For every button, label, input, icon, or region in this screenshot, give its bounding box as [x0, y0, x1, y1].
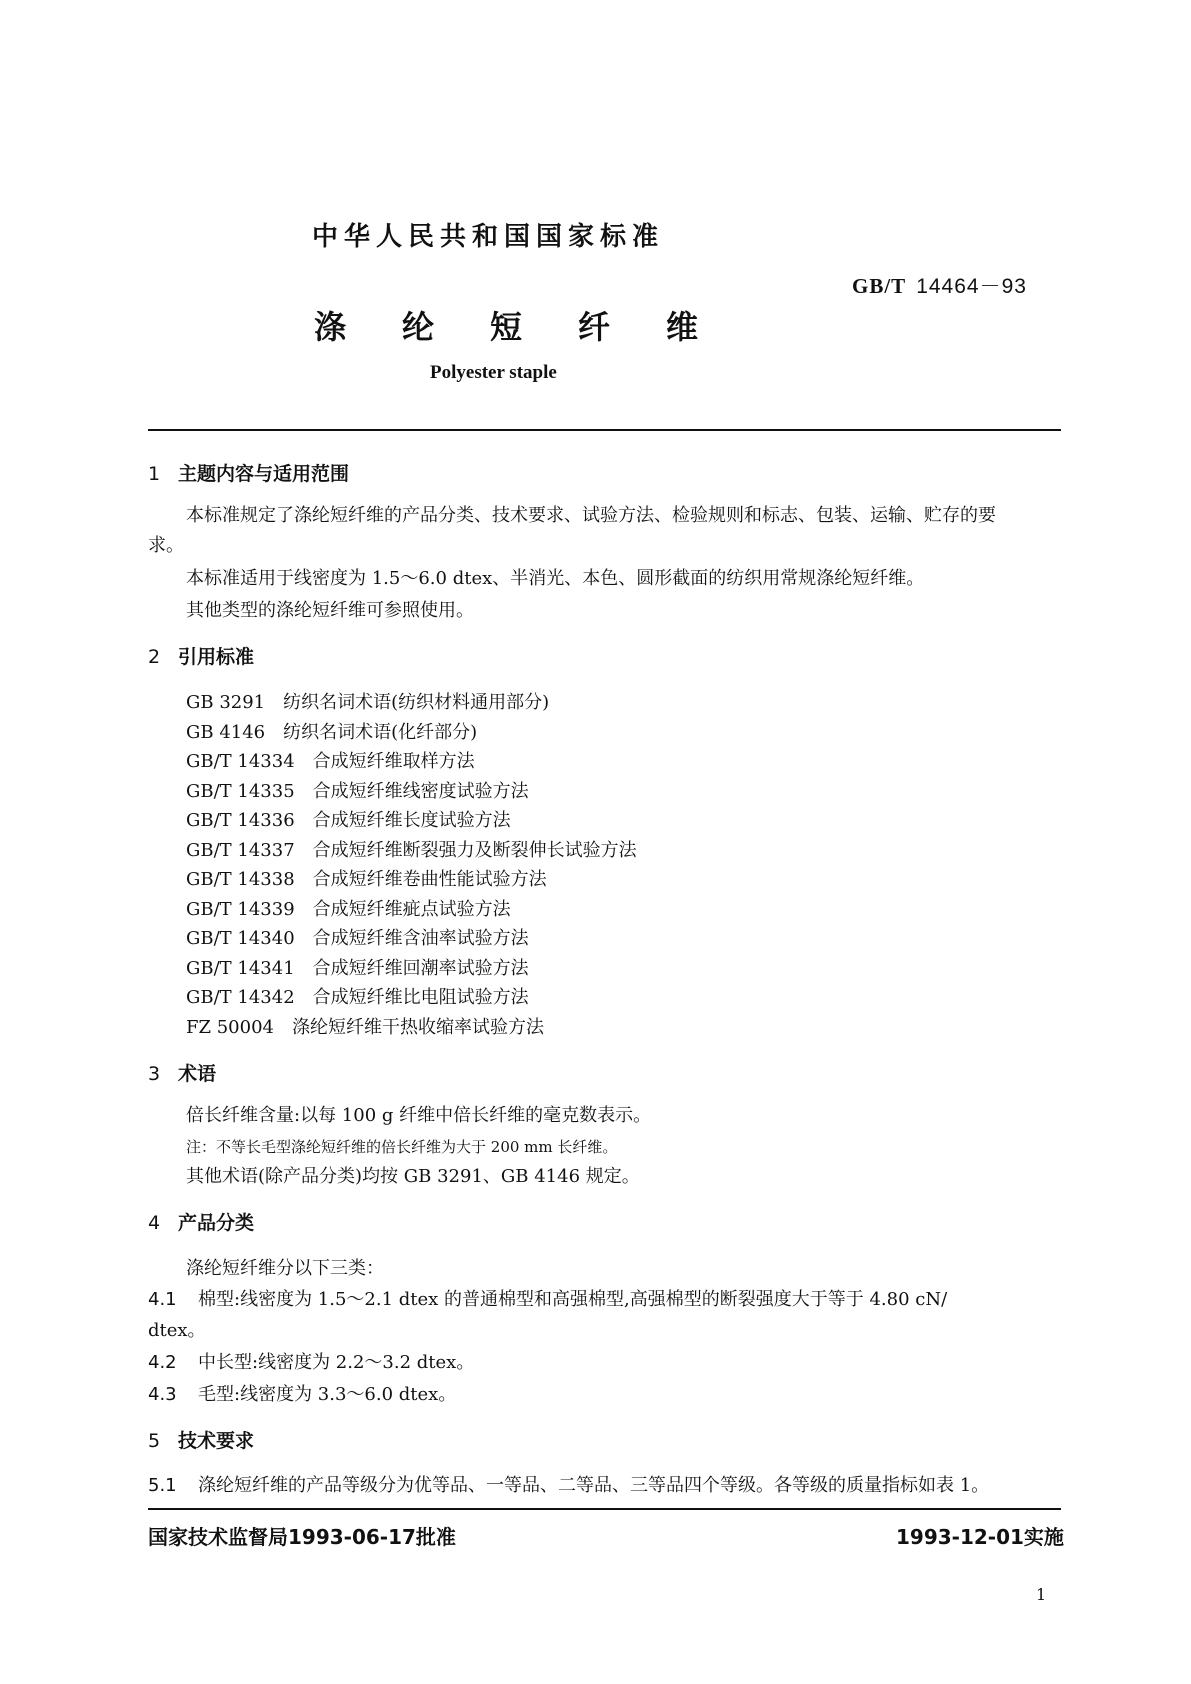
title-char: 纤: [578, 308, 611, 346]
paragraph: 求。: [148, 535, 184, 556]
section-title: 主题内容与适用范围: [178, 463, 350, 485]
standard-number: 14464－93: [916, 275, 1027, 298]
paragraph: 涤纶短纤维分以下三类：: [186, 1258, 384, 1279]
reference-list: [186, 688, 637, 1042]
reference-name: 合成短纤维比电阻试验方法: [312, 987, 529, 1008]
reference-name: 合成短纤维疵点试验方法: [312, 898, 511, 920]
clause-number: 4.1: [148, 1289, 177, 1310]
reference-code: GB 3291: [186, 692, 266, 713]
paragraph: 其他类型的涤纶短纤维可参照使用。: [186, 600, 474, 621]
reference-code: GB/T 14340: [186, 928, 295, 949]
reference-item: [186, 688, 637, 718]
reference-name: 合成短纤维长度试验方法: [312, 810, 511, 831]
reference-name: 纺织名词术语(化纤部分): [283, 721, 478, 743]
reference-item: [186, 865, 637, 895]
section-heading-4: [148, 1208, 254, 1235]
reference-code: GB/T 14336: [186, 810, 295, 831]
reference-name: 合成短纤维含油率试验方法: [312, 928, 529, 949]
reference-code: GB 4146: [186, 721, 266, 743]
section-number: 1: [148, 463, 161, 485]
clause-4-1: [148, 1285, 947, 1311]
section-heading-2: [148, 642, 254, 669]
approval-date: 国家技术监督局1993-06-17批准: [148, 1525, 456, 1549]
reference-item: [186, 747, 637, 777]
clause-number: 5.1: [148, 1475, 177, 1496]
title-char: 纶: [402, 308, 435, 346]
reference-item: [186, 777, 637, 807]
reference-name: 合成短纤维线密度试验方法: [312, 780, 529, 802]
section-heading-1: [148, 459, 349, 486]
clause-text: 涤纶短纤维的产品等级分为优等品、一等品、二等品、三等品四个等级。各等级的质量指标如表 1。: [198, 1475, 990, 1496]
title-char: 短: [490, 308, 523, 346]
reference-code: FZ 50004: [186, 1016, 274, 1038]
clause-number: 4.3: [148, 1384, 177, 1405]
reference-code: GB/T 14342: [186, 987, 295, 1008]
section-title: 产品分类: [178, 1212, 255, 1234]
paragraph: 其他术语(除产品分类)均按 GB 3291、GB 4146 规定。: [186, 1166, 640, 1187]
paragraph: 本标准适用于线密度为 1.5～6.0 dtex、半消光、本色、圆形截面的纺织用常规涤纶短纤维。: [186, 568, 925, 589]
reference-item: [186, 836, 637, 866]
reference-code: GB/T 14334: [186, 751, 295, 772]
reference-item: [186, 954, 637, 984]
reference-item: [186, 1013, 637, 1043]
clause-text-continuation: dtex。: [148, 1320, 206, 1341]
implementation-date: 1993-12-01实施: [896, 1525, 1064, 1549]
clause-text: 中长型:线密度为 2.2～3.2 dtex。: [198, 1352, 475, 1373]
title-char: 维: [666, 308, 699, 346]
national-standard-heading: 中华人民共和国国家标准: [312, 222, 665, 252]
section-title: 技术要求: [178, 1430, 255, 1452]
reference-item: [186, 924, 637, 954]
reference-code: GB/T 14338: [186, 869, 295, 890]
clause-text: 毛型:线密度为 3.3～6.0 dtex。: [198, 1384, 457, 1405]
clause-text: 棉型:线密度为 1.5～2.1 dtex 的普通棉型和高强棉型,高强棉型的断裂强度大于等于 4.80 cN/: [198, 1289, 948, 1310]
reference-name: 涤纶短纤维干热收缩率试验方法: [291, 1016, 544, 1038]
reference-code: GB/T 14335: [186, 780, 295, 802]
section-number: 2: [148, 646, 161, 668]
reference-code: GB/T 14339: [186, 898, 295, 920]
clause-5-1: [148, 1471, 989, 1497]
paragraph: 倍长纤维含量:以每 100 g 纤维中倍长纤维的毫克数表示。: [186, 1105, 652, 1126]
note: 注：不等长毛型涤纶短纤维的倍长纤维为大于 200 mm 长纤维。: [186, 1138, 618, 1156]
reference-name: 合成短纤维回潮率试验方法: [312, 957, 529, 979]
footer-divider: [148, 1508, 1061, 1510]
section-heading-5: [148, 1426, 254, 1453]
paragraph: 本标准规定了涤纶短纤维的产品分类、技术要求、试验方法、检验规则和标志、包装、运输、贮存的要: [186, 505, 996, 526]
section-number: 5: [148, 1430, 161, 1452]
document-title: [314, 302, 754, 348]
clause-4-3: [148, 1380, 456, 1406]
standard-code: [852, 270, 1027, 300]
reference-item: [186, 806, 637, 836]
section-title: 术语: [178, 1063, 217, 1085]
reference-item: [186, 983, 637, 1013]
clause-number: 4.2: [148, 1352, 177, 1373]
reference-name: 合成短纤维断裂强力及断裂伸长试验方法: [312, 839, 637, 861]
section-title: 引用标准: [178, 646, 255, 668]
reference-item: [186, 718, 637, 748]
title-char: 涤: [314, 308, 347, 346]
reference-name: 纺织名词术语(纺织材料通用部分): [283, 692, 550, 713]
standard-prefix: GB/T: [852, 274, 907, 298]
page-number: 1: [1036, 1585, 1047, 1604]
reference-code: GB/T 14341: [186, 957, 295, 979]
header-divider: [148, 429, 1061, 431]
reference-name: 合成短纤维卷曲性能试验方法: [312, 869, 547, 890]
clause-4-2: [148, 1348, 474, 1374]
reference-name: 合成短纤维取样方法: [312, 751, 475, 772]
section-number: 4: [148, 1212, 161, 1234]
section-heading-3: [148, 1059, 216, 1086]
reference-code: GB/T 14337: [186, 839, 295, 861]
english-title: Polyester staple: [430, 362, 557, 383]
reference-item: [186, 895, 637, 925]
section-number: 3: [148, 1063, 161, 1085]
